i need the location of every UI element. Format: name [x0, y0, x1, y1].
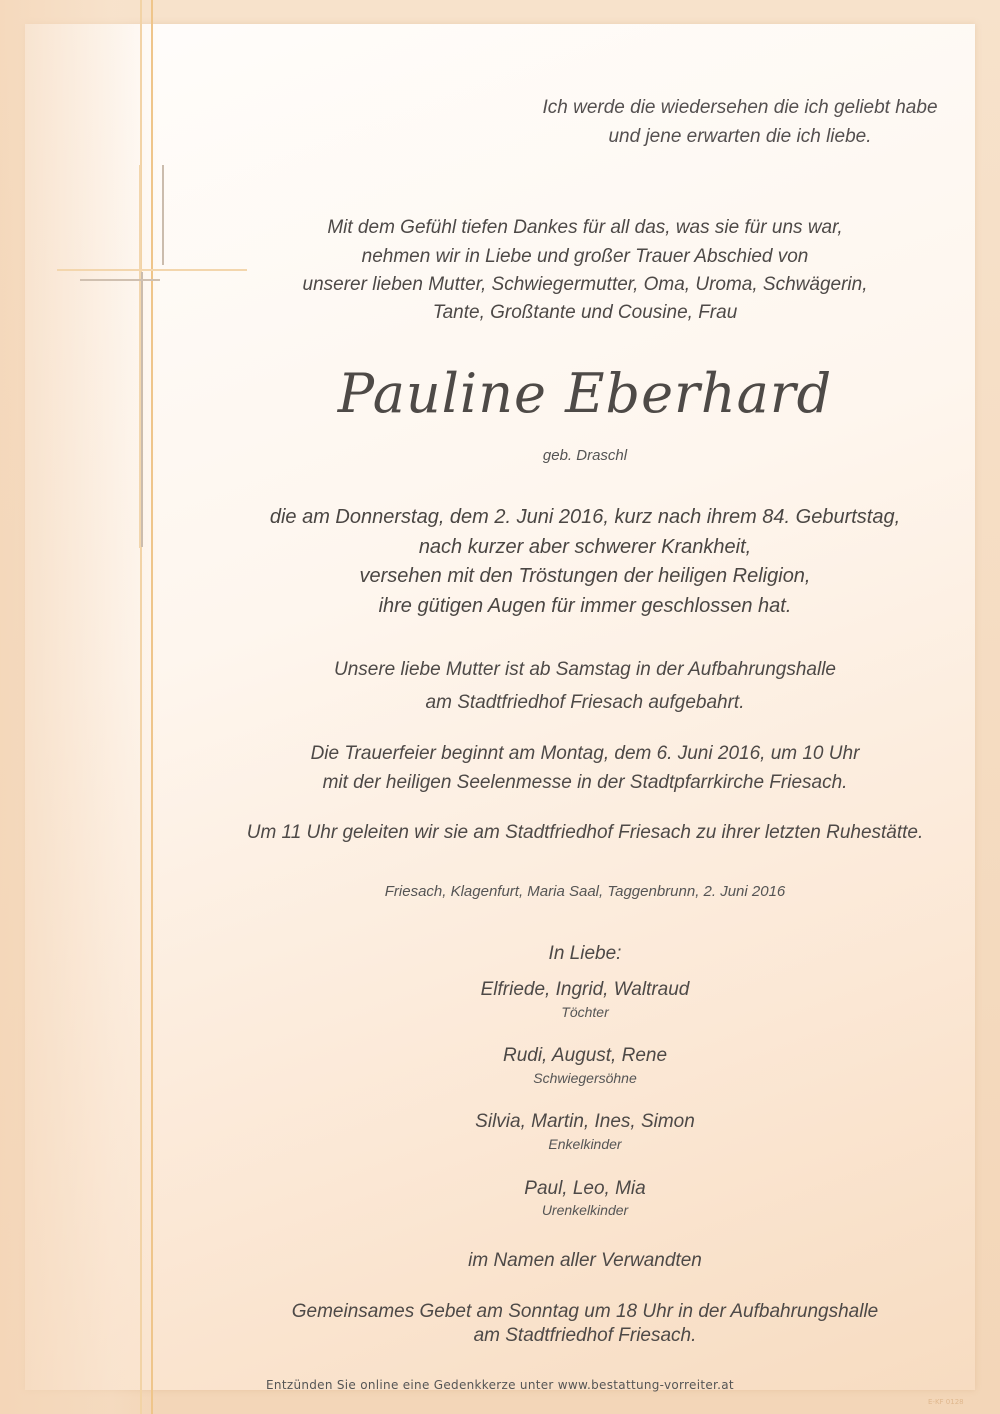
footer-link-text: Entzünden Sie online eine Gedenkkerze unter www.bestattung-vorreiter.at	[266, 1378, 734, 1392]
death-line-3: versehen mit den Tröstungen der heiligen Religion,	[359, 565, 811, 587]
burial-line: Um 11 Uhr geleiten wir sie am Stadtfriedhof Friesach zu ihrer letzten Ruhestätte.	[246, 822, 924, 843]
viewing-line-1: Unsere liebe Mutter ist ab Samstag in der Aufbahrungshalle	[333, 659, 836, 680]
template-code: E-KF 0128	[928, 1398, 964, 1406]
mourner-relation: Enkelkinder	[548, 1136, 622, 1152]
mourner-names: Rudi, August, Rene	[502, 1045, 668, 1066]
mourners-heading: In Liebe:	[548, 943, 622, 964]
mourner-relation: Töchter	[561, 1004, 609, 1020]
intro-line-1: Mit dem Gefühl tiefen Dankes für all das, was sie für uns war,	[327, 217, 843, 238]
viewing-line-2: am Stadtfriedhof Friesach aufgebahrt.	[425, 692, 745, 713]
mourner-names: Paul, Leo, Mia	[524, 1178, 646, 1199]
mourners-closing: im Namen aller Verwandten	[468, 1250, 702, 1271]
prayer-line-1: Gemeinsames Gebet am Sonntag um 18 Uhr in der Aufbahrungshalle	[291, 1301, 879, 1322]
motto-line-1: Ich werde die wiedersehen die ich geliebt habe	[542, 97, 938, 118]
intro-line-2: nehmen wir in Liebe und großer Trauer Abschied von	[361, 246, 809, 267]
mourner-names: Elfriede, Ingrid, Waltraud	[480, 979, 690, 1000]
service-line-1: Die Trauerfeier beginnt am Montag, dem 6. Juni 2016, um 10 Uhr	[310, 743, 860, 764]
prayer-line-2: am Stadtfriedhof Friesach.	[473, 1325, 697, 1346]
place-date: Friesach, Klagenfurt, Maria Saal, Taggenbrunn, 2. Juni 2016	[384, 883, 786, 900]
service-line-2: mit der heiligen Seelenmesse in der Stadtpfarrkirche Friesach.	[322, 772, 848, 793]
mourner-names: Silvia, Martin, Ines, Simon	[475, 1111, 695, 1132]
birth-name: geb. Draschl	[542, 447, 628, 464]
intro-line-4: Tante, Großtante und Cousine, Frau	[432, 302, 738, 323]
death-line-4: ihre gütigen Augen für immer geschlossen hat.	[378, 595, 792, 617]
motto-line-2: und jene erwarten die ich liebe.	[608, 126, 872, 147]
mourner-relation: Schwiegersöhne	[533, 1070, 637, 1086]
intro-line-3: unserer lieben Mutter, Schwiegermutter, Oma, Uroma, Schwägerin,	[302, 274, 868, 295]
deceased-name: Pauline Eberhard	[337, 362, 833, 425]
death-line-2: nach kurzer aber schwerer Krankheit,	[418, 536, 752, 558]
mourner-relation: Urenkelkinder	[541, 1202, 629, 1218]
death-line-1: die am Donnerstag, dem 2. Juni 2016, kurz nach ihrem 84. Geburtstag,	[269, 506, 901, 528]
